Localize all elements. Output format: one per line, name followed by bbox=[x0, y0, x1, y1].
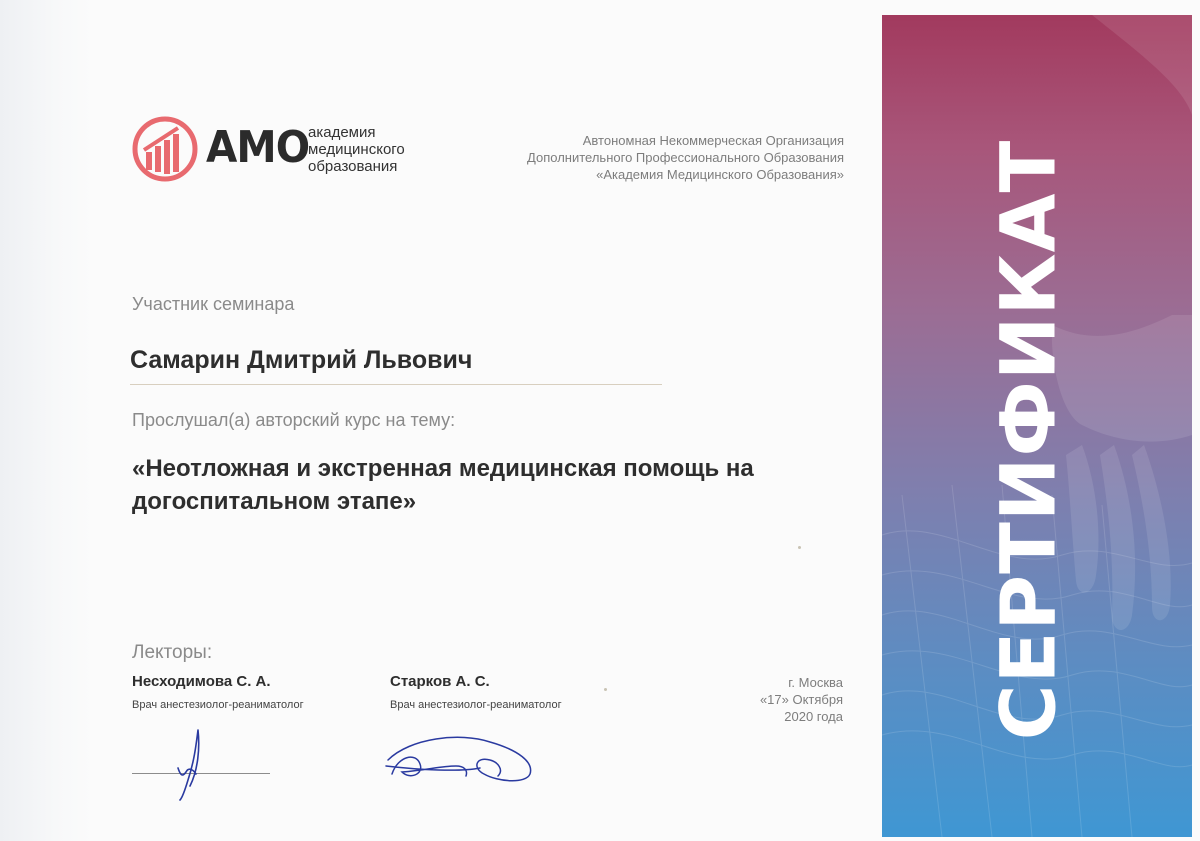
recipient-name: Самарин Дмитрий Львович bbox=[130, 346, 473, 374]
issue-date bbox=[700, 674, 843, 725]
signature-1 bbox=[168, 728, 214, 802]
lecturer-name: Несходимова С. А. bbox=[132, 673, 271, 690]
logo-name-line: медицинского bbox=[308, 141, 405, 158]
certificate-title: СЕРТИФИКАТ bbox=[983, 139, 1073, 741]
course-title: «Неотложная и экстренная медицинская помощь на догоспитальном этапе» bbox=[132, 455, 754, 515]
scan-shadow bbox=[0, 0, 92, 841]
participant-label: Участник семинара bbox=[132, 294, 295, 314]
lecturer-2 bbox=[390, 672, 562, 712]
lecturer-1 bbox=[132, 672, 304, 712]
organization-name bbox=[440, 132, 844, 183]
signature-2 bbox=[380, 730, 540, 786]
academy-logo bbox=[132, 116, 412, 182]
scan-speck bbox=[604, 688, 607, 691]
logo-name bbox=[308, 124, 418, 175]
bar-chart-logo-icon bbox=[132, 116, 198, 182]
logo-name-line: образования bbox=[308, 158, 398, 175]
logo-name-line: академия bbox=[308, 124, 376, 141]
issue-day-month: «17» Октября bbox=[759, 692, 843, 707]
name-underline bbox=[130, 384, 662, 385]
lecturer-name: Старков А. С. bbox=[390, 673, 490, 690]
organization-line: Дополнительного Профессионального Образования bbox=[527, 150, 844, 165]
issue-city: г. Москва bbox=[788, 675, 843, 690]
scan-speck bbox=[798, 546, 801, 549]
lecturer-role: Врач анестезиолог-реаниматолог bbox=[390, 699, 562, 711]
lecturers-label: Лекторы: bbox=[132, 642, 213, 663]
lecturer-role: Врач анестезиолог-реаниматолог bbox=[132, 699, 304, 711]
organization-line: Автономная Некоммерческая Организация bbox=[582, 133, 844, 148]
course-intro: Прослушал(а) авторский курс на тему: bbox=[132, 410, 456, 430]
organization-line: «Академия Медицинского Образования» bbox=[596, 167, 844, 182]
logo-abbreviation: АМО bbox=[206, 122, 310, 173]
issue-year: 2020 года bbox=[784, 709, 843, 724]
